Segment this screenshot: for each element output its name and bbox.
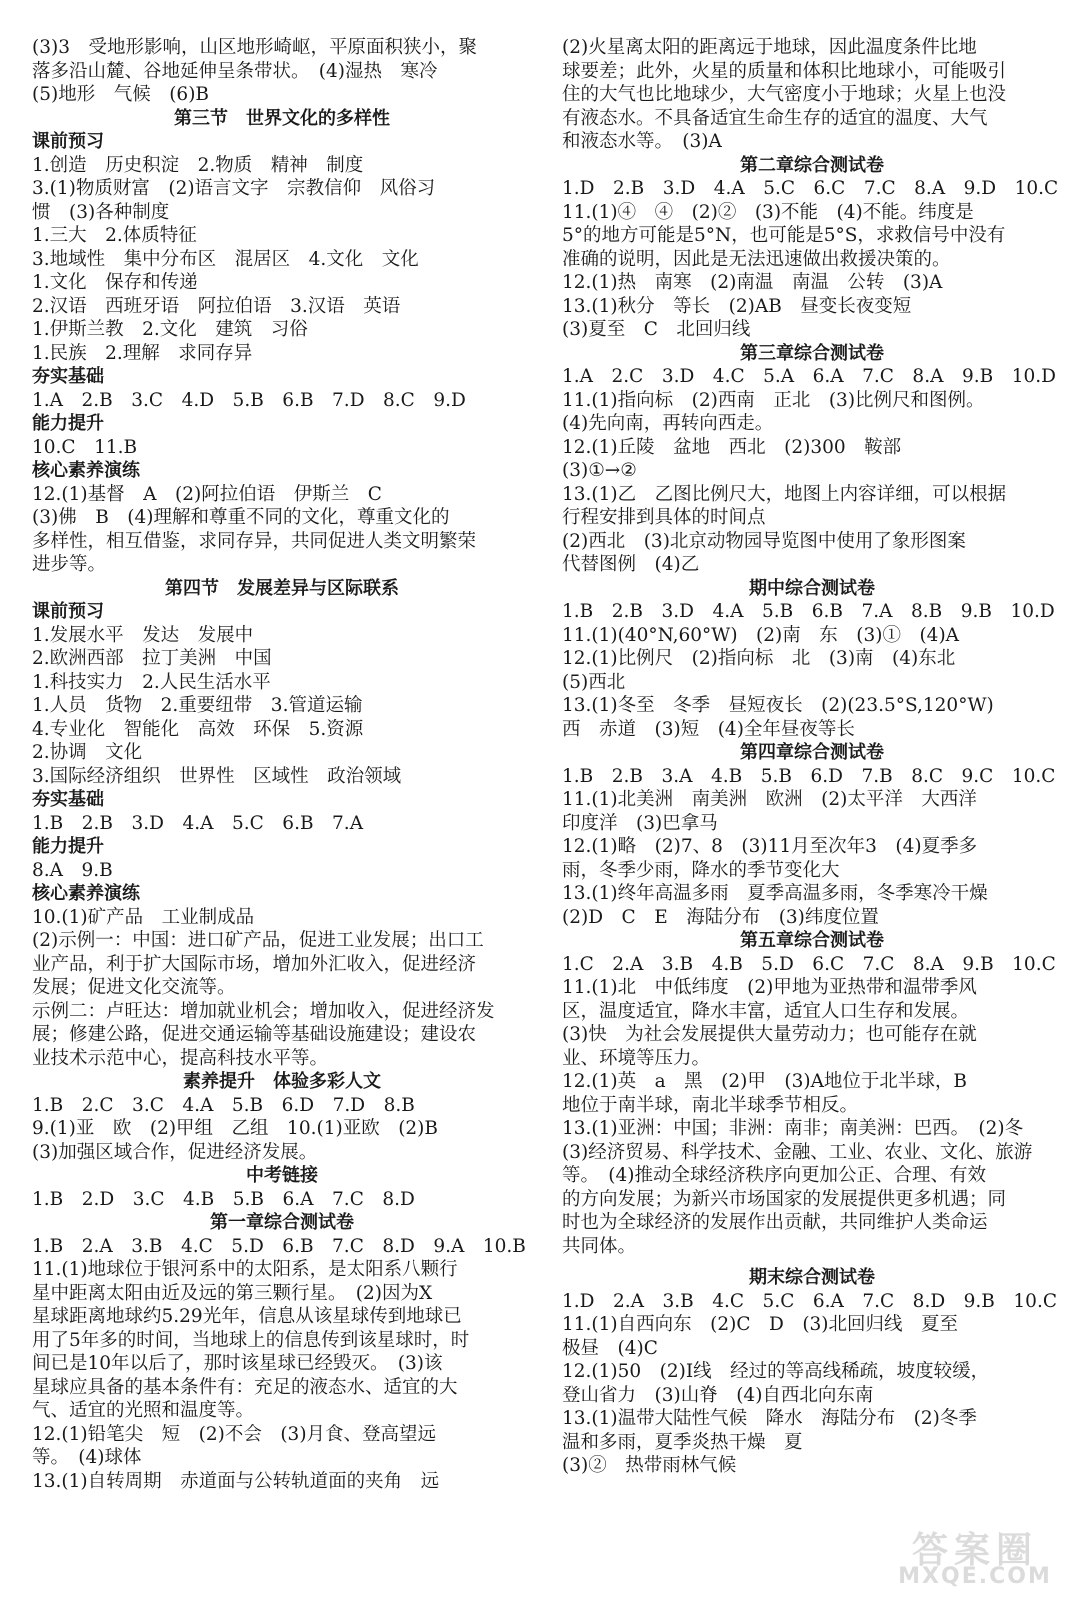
subsection-label: 能力提升 — [32, 836, 104, 857]
answer-line: 1.伊斯兰教 2.文化 建筑 习俗 — [32, 319, 308, 340]
answer-line: 1.A 2.B 3.C 4.D 5.B 6.B 7.D 8.C 9.D — [32, 389, 466, 411]
answer-line: 13.(1)秋分 等长 (2)AB 昼变长夜变短 — [562, 295, 912, 317]
section-heading: 素养提升 体验多彩人文 — [183, 1071, 381, 1092]
answer-line: 西 赤道 (3)短 (4)全年昼夜等长 — [562, 718, 855, 740]
answer-line: 1.B 2.B 3.A 4.B 5.B 6.D 7.B 8.C 9.C 10.C — [562, 765, 1056, 787]
answer-line: 10.C 11.B — [32, 436, 138, 458]
section-heading: 第四节 发展差异与区际联系 — [165, 577, 399, 599]
answer-line: 1.B 2.B 3.D 4.A 5.C 6.B 7.A — [32, 812, 364, 834]
answer-line: 11.(1)北美洲 南美洲 欧洲 (2)太平洋 大西洋 — [562, 789, 977, 810]
answer-line: 发展；促进文化交流等。 — [32, 977, 236, 998]
answer-line: (2)示例一：中国：进口矿产品，促进工业发展；出口工 — [32, 930, 484, 951]
answer-line: 12.(1)英 a 黑 (2)甲 (3)A地位于北半球，B — [562, 1071, 968, 1092]
subsection-label: 夯实基础 — [32, 789, 104, 810]
answer-line: (4)先向南，再转向西走。 — [562, 413, 774, 434]
answer-line: (2)火星离太阳的距离远于地球，因此温度条件比地 — [562, 37, 977, 58]
answer-line: (3)佛 B (4)理解和尊重不同的文化，尊重文化的 — [32, 507, 450, 528]
answer-line: (3)夏至 C 北回归线 — [562, 319, 751, 340]
answer-line: 惯 (3)各种制度 — [32, 201, 170, 223]
answer-line: 极昼 (4)C — [562, 1337, 658, 1359]
answer-line: 1.科技实力 2.人民生活水平 — [32, 671, 271, 693]
answer-line: (3)② 热带雨林气候 — [562, 1455, 737, 1476]
answer-line: 1.人员 货物 2.重要纽带 3.管道运输 — [32, 695, 363, 716]
subsection-label: 课前预习 — [32, 601, 104, 622]
answer-line: 1.D 2.A 3.B 4.C 5.C 6.A 7.C 8.D 9.B 10.C — [562, 1290, 1057, 1312]
answer-line: 11.(1)(40°N,60°W) (2)南 东 (3)① (4)A — [562, 624, 960, 646]
answer-line: 业技术示范中心，提高科技水平等。 — [32, 1047, 329, 1069]
answer-line: 1.A 2.C 3.D 4.C 5.A 6.A 7.C 8.A 9.B 10.D — [562, 366, 1056, 387]
answer-line: 11.(1)自西向东 (2)C D (3)北回归线 夏至 — [562, 1314, 959, 1335]
answer-line: 1.D 2.B 3.D 4.A 5.C 6.C 7.C 8.A 9.D 10.C — [562, 178, 1059, 199]
answer-line: 1.B 2.B 3.D 4.A 5.B 6.B 7.A 8.B 9.B 10.D — [562, 601, 1055, 622]
answer-line: (3)经济贸易、科学技术、金融、工业、农业、文化、旅游 — [562, 1141, 1033, 1163]
answer-line: 等。 (4)球体 — [32, 1447, 142, 1468]
answer-line: (2)D C E 海陆分布 (3)纬度位置 — [562, 906, 879, 928]
answer-line: 雨，冬季少雨，降水的季节变化大 — [562, 859, 840, 881]
section-heading: 第四章综合测试卷 — [740, 742, 884, 763]
answer-line: 11.(1)指向标 (2)西南 正北 (3)比例尺和图例。 — [562, 389, 985, 411]
answer-line: 进步等。 — [32, 554, 107, 575]
answer-line: 登山省力 (3)山脊 (4)自西北向东南 — [562, 1384, 874, 1406]
right-column — [562, 36, 1062, 1478]
answer-line: 5°的地方可能是5°N，也可能是5°S，求救信号中没有 — [562, 225, 1006, 246]
answer-line: 球要差；此外，火星的质量和体积比地球小，可能吸引 — [562, 60, 1007, 82]
answer-line: 13.(1)温带大陆性气候 降水 海陆分布 (2)冬季 — [562, 1408, 977, 1429]
answer-line: 1.创造 历史积淀 2.物质 精神 制度 — [32, 154, 364, 176]
subsection-label: 核心素养演练 — [32, 883, 140, 904]
answer-line: 1.民族 2.理解 求同存异 — [32, 342, 253, 364]
answer-line: (3)①→② — [562, 460, 637, 481]
answer-line: 2.欧洲西部 拉丁美洲 中国 — [32, 648, 272, 669]
section-heading: 期末综合测试卷 — [749, 1267, 875, 1288]
answer-line: 13.(1)乙 乙图比例尺大，地图上内容详细，可以根据 — [562, 483, 1007, 505]
answer-line: 13.(1)终年高温多雨 夏季高温多雨，冬季寒冷干燥 — [562, 883, 988, 904]
subsection-label: 能力提升 — [32, 413, 104, 434]
answer-line: 2.协调 文化 — [32, 742, 143, 763]
answer-line: 3.(1)物质财富 (2)语言文字 宗教信仰 风俗习 — [32, 178, 436, 199]
answer-line: 落多沿山麓、谷地延伸呈条带状。 (4)湿热 寒冷 — [32, 60, 438, 82]
section-heading: 第一章综合测试卷 — [210, 1212, 354, 1233]
answer-line: 共同体。 — [562, 1235, 637, 1257]
answer-line: 用了5年多的时间，当地球上的信息传到该星球时，时 — [32, 1329, 470, 1351]
right-spacer — [562, 1258, 1062, 1266]
watermark-logo — [880, 1522, 1070, 1592]
answer-line: 1.三大 2.体质特征 — [32, 225, 197, 246]
left-column — [32, 36, 532, 1493]
answer-line: 住的大气也比地球少，大气密度小于地球；火星上也没 — [562, 84, 1007, 105]
answer-line: 地位于南半球，南北半球季节相反。 — [562, 1094, 859, 1116]
answer-line: 12.(1)略 (2)7、8 (3)11月至次年3 (4)夏季多 — [562, 836, 978, 857]
answer-line: (2)西北 (3)北京动物园导览图中使用了象形图案 — [562, 530, 966, 552]
answer-line: 等。 (4)推动全球经济秩序向更加公正、合理、有效 — [562, 1165, 986, 1186]
answer-line: (5)地形 气候 (6)B — [32, 84, 210, 105]
subsection-label: 课前预习 — [32, 131, 104, 152]
answer-line: 1.C 2.A 3.B 4.B 5.D 6.C 7.C 8.A 9.B 10.C — [562, 953, 1056, 975]
subsection-label: 夯实基础 — [32, 366, 104, 387]
answer-line: 3.国际经济组织 世界性 区域性 政治领域 — [32, 765, 402, 787]
answer-line: 业产品，利于扩大国际市场，增加外汇收入，促进经济 — [32, 953, 477, 975]
answer-line: 12.(1)丘陵 盆地 西北 (2)300 鞍部 — [562, 436, 902, 458]
section-heading: 期中综合测试卷 — [749, 577, 875, 599]
answer-line: 1.发展水平 发达 发展中 — [32, 624, 254, 646]
answer-line: 星球应具备的基本条件有：充足的液态水、适宜的大 — [32, 1376, 458, 1398]
answer-line: 11.(1)地球位于银河系中的太阳系，是太阳系八颗行 — [32, 1259, 458, 1280]
answer-line: 13.(1)亚洲：中国；非洲：南非；南美洲：巴西。 (2)冬 — [562, 1118, 1024, 1139]
section-heading: 第二章综合测试卷 — [740, 154, 884, 176]
answer-line: 区，温度适宜，降水丰富，适宜人口生存和发展。 — [562, 1000, 970, 1022]
answer-line: 星中距离太阳由近及远的第三颗行星。 (2)因为X — [32, 1282, 433, 1304]
watermark-text: 答案圈 — [911, 1530, 1038, 1571]
watermark-domain: MXQE.COM — [898, 1564, 1052, 1589]
answer-line: 10.(1)矿产品 工业制成品 — [32, 906, 255, 928]
answer-line: 1.B 2.A 3.B 4.C 5.D 6.B 7.C 8.D 9.A 10.B — [32, 1235, 526, 1257]
answer-line: 间已是10年以后了，那时该星球已经毁灭。 (3)该 — [32, 1353, 443, 1374]
answer-line: 13.(1)自转周期 赤道面与公转轨道面的夹角 远 — [32, 1470, 440, 1492]
answer-line: 12.(1)铅笔尖 短 (2)不会 (3)月食、登高望远 — [32, 1423, 437, 1445]
answer-line: (3)3 受地形影响，山区地形崎岖，平原面积狭小，聚 — [32, 37, 477, 58]
answer-line: 9.(1)亚 欧 (2)甲组 乙组 10.(1)亚欧 (2)B — [32, 1118, 438, 1139]
answer-line: 气、适宜的光照和温度等。 — [32, 1400, 255, 1421]
answer-line: 业、环境等压力。 — [562, 1047, 711, 1069]
answer-line: 星球距离地球约5.29光年，信息从该星球传到地球已 — [32, 1306, 462, 1327]
answer-line: 8.A 9.B — [32, 859, 113, 881]
answer-line: 多样性，相互借鉴，求同存异，共同促进人类文明繁荣 — [32, 530, 477, 552]
answer-line: 准确的说明，因此是无法迅速做出救援决策的。 — [562, 248, 951, 270]
section-heading: 第三章综合测试卷 — [740, 342, 884, 364]
answer-line: 有液态水。不具备适宜生命生存的适宜的温度、大气 — [562, 107, 988, 129]
answer-line: 时也为全球经济的发展作出贡献，共同维护人类命运 — [562, 1212, 988, 1233]
answer-line: 12.(1)50 (2)Ⅰ线 经过的等高线稀疏，坡度较缓， — [562, 1361, 990, 1382]
answer-line: 示例二：卢旺达：增加就业机会；增加收入，促进经济发 — [32, 1000, 495, 1022]
answer-line: 温和多雨，夏季炎热干燥 夏 — [562, 1431, 803, 1453]
answer-line: 展；修建公路，促进交通运输等基础设施建设；建设农 — [32, 1024, 477, 1045]
subsection-label: 核心素养演练 — [32, 460, 140, 481]
answer-line: (5)西北 — [562, 671, 626, 693]
answer-line: 13.(1)冬至 冬季 昼短夜长 (2)(23.5°S,120°W) — [562, 695, 994, 716]
answer-line: 12.(1)比例尺 (2)指向标 北 (3)南 (4)东北 — [562, 648, 956, 669]
answer-line: 3.地域性 集中分布区 混居区 4.文化 文化 — [32, 248, 419, 270]
answer-line: 12.(1)基督 A (2)阿拉伯语 伊斯兰 C — [32, 483, 382, 505]
section-heading: 中考链接 — [246, 1165, 318, 1186]
section-heading: 第五章综合测试卷 — [740, 930, 884, 951]
answer-line: (3)快 为社会发展提供大量劳动力；也可能存在就 — [562, 1024, 977, 1045]
answer-line: 11.(1)④ ④ (2)② (3)不能 (4)不能。纬度是 — [562, 201, 974, 223]
answer-line: 2.汉语 西班牙语 阿拉伯语 3.汉语 英语 — [32, 295, 401, 317]
answer-line: 的方向发展；为新兴市场国家的发展提供更多机遇；同 — [562, 1188, 1007, 1210]
answer-line: 1.B 2.C 3.C 4.A 5.B 6.D 7.D 8.B — [32, 1094, 415, 1116]
answer-line: 和液态水等。 (3)A — [562, 131, 722, 152]
answer-line: 12.(1)热 南寒 (2)南温 南温 公转 (3)A — [562, 272, 943, 293]
answer-line: 1.B 2.D 3.C 4.B 5.B 6.A 7.C 8.D — [32, 1188, 415, 1210]
answer-line: 行程安排到具体的时间点 — [562, 507, 766, 528]
answer-line: 4.专业化 智能化 高效 环保 5.资源 — [32, 718, 364, 740]
section-heading: 第三节 世界文化的多样性 — [174, 107, 390, 129]
answer-line: 印度洋 (3)巴拿马 — [562, 812, 718, 834]
answer-line: 11.(1)北 中低纬度 (2)甲地为亚热带和温带季风 — [562, 977, 977, 998]
answer-line: (3)加强区域合作，促进经济发展。 — [32, 1141, 318, 1163]
answer-line: 代替图例 (4)乙 — [562, 554, 700, 575]
answer-line: 1.文化 保存和传递 — [32, 272, 198, 293]
